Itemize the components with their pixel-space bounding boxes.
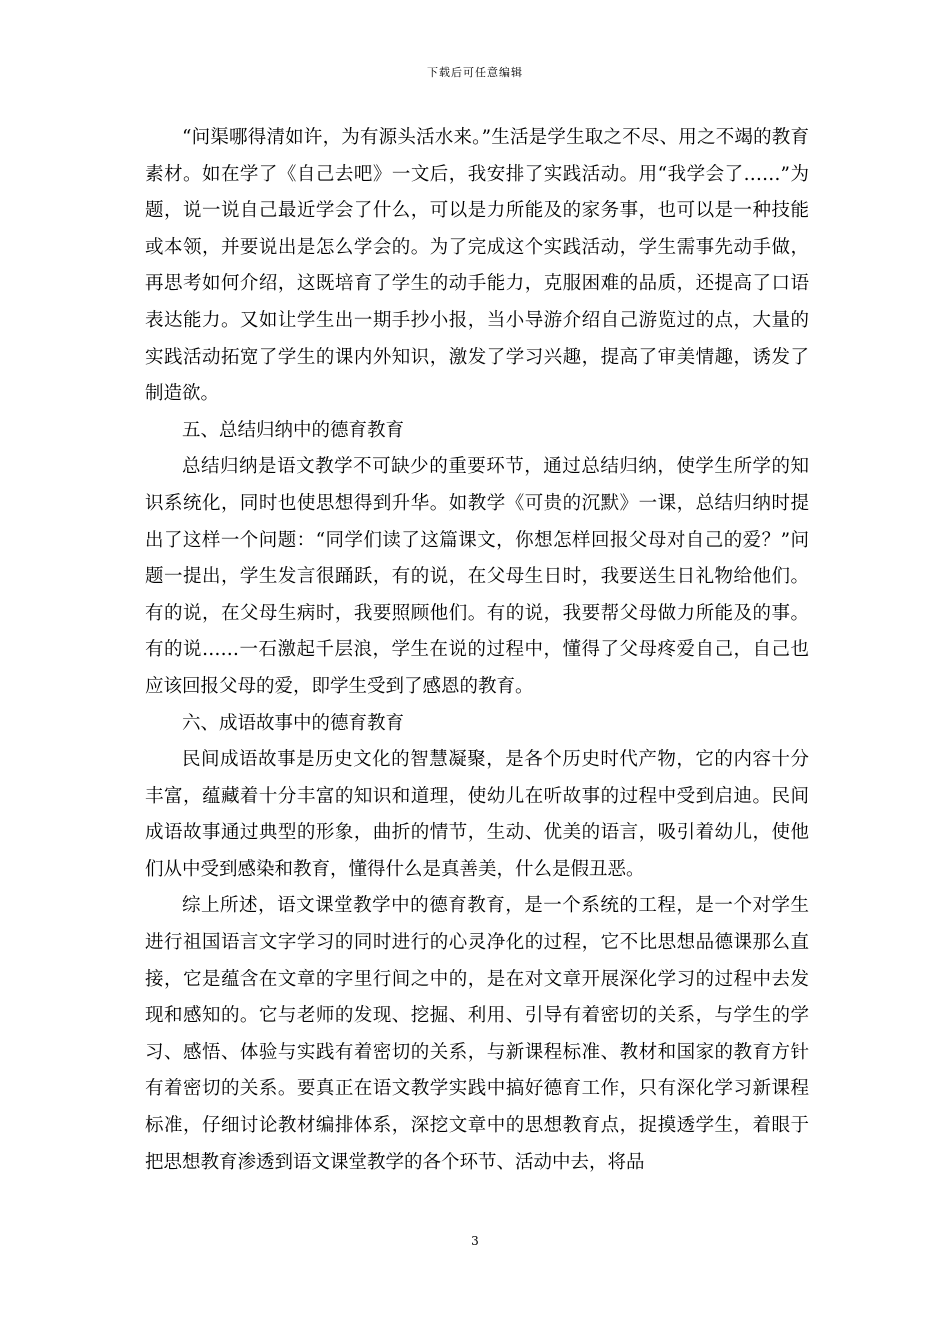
document-body bbox=[145, 120, 809, 1181]
section-heading-summary: 五、总结归纳中的德育教育 bbox=[182, 419, 405, 441]
paragraph-conclusion: 综上所述，语文课堂教学中的德育教育，是一个系统的工程，是一个对学生进行祖国语言文字学习的同时进行的心灵净化的过程，它不比思想品德课那么直接，它是蕴含在文章的字里行间之中的，是在对文章开展深化学习的过程中去发现和感知的。它与老师的发现、挖掘、利用、引导有着密切的关系，与学生的学习、感悟、体验与实践有着密切的关系，与新课程标准、教材和国家的教育方针有着密切的关系。要真正在语文教学实践中搞好德育工作，只有深化学习新课程标准，仔细讨论教材编排体系，深挖文章中的思想教育点，捉摸透学生，着眼于把思想教育渗透到语文课堂教学的各个环节、活动中去，将品 bbox=[145, 895, 809, 1173]
paragraph-idiom-stories: 民间成语故事是历史文化的智慧凝聚，是各个历史时代产物，它的内容十分丰富，蕴藏着十分丰富的知识和道理，使幼儿在听故事的过程中受到启迪。民间成语故事通过典型的形象，曲折的情节，生动、优美的语言，吸引着幼儿，使他们从中受到感染和教育，懂得什么是真善美，什么是假丑恶。 bbox=[145, 749, 809, 880]
paragraph-practice-activities: “问渠哪得清如许，为有源头活水来。”生活是学生取之不尽、用之不竭的教育素材。如在学了《自己去吧》一文后，我安排了实践活动。用“我学会了……”为题，说一说自己最近学会了什么，可以是力所能及的家务事，也可以是一种技能或本领，并要说出是怎么学会的。为了完成这个实践活动，学生需事先动手做，再思考如何介绍，这既培育了学生的动手能力，克服困难的品质，还提高了口语表达能力。又如让学生出一期手抄小报，当小导游介绍自己游览过的点，大量的实践活动拓宽了学生的课内外知识，激发了学习兴趣，提高了审美情趣，诱发了制造欲。 bbox=[145, 127, 809, 405]
section-heading-idiom-stories: 六、成语故事中的德育教育 bbox=[182, 712, 405, 734]
page-number: 3 bbox=[471, 1234, 479, 1248]
page-header: 下载后可任意编辑 bbox=[427, 66, 523, 79]
paragraph-summary: 总结归纳是语文教学不可缺少的重要环节，通过总结归纳，使学生所学的知识系统化，同时也使思想得到升华。如教学《可贵的沉默》一课，总结归纳时提出了这样一个问题：“同学们读了这篇课文，你想怎样回报父母对自己的爱？”问题一提出，学生发言很踊跃，有的说，在父母生日时，我要送生日礼物给他们。有的说，在父母生病时，我要照顾他们。有的说，我要帮父母做力所能及的事。有的说……一石激起千层浪，学生在说的过程中，懂得了父母疼爱自己，自己也应该回报父母的爱，即学生受到了感恩的教育。 bbox=[145, 456, 809, 697]
